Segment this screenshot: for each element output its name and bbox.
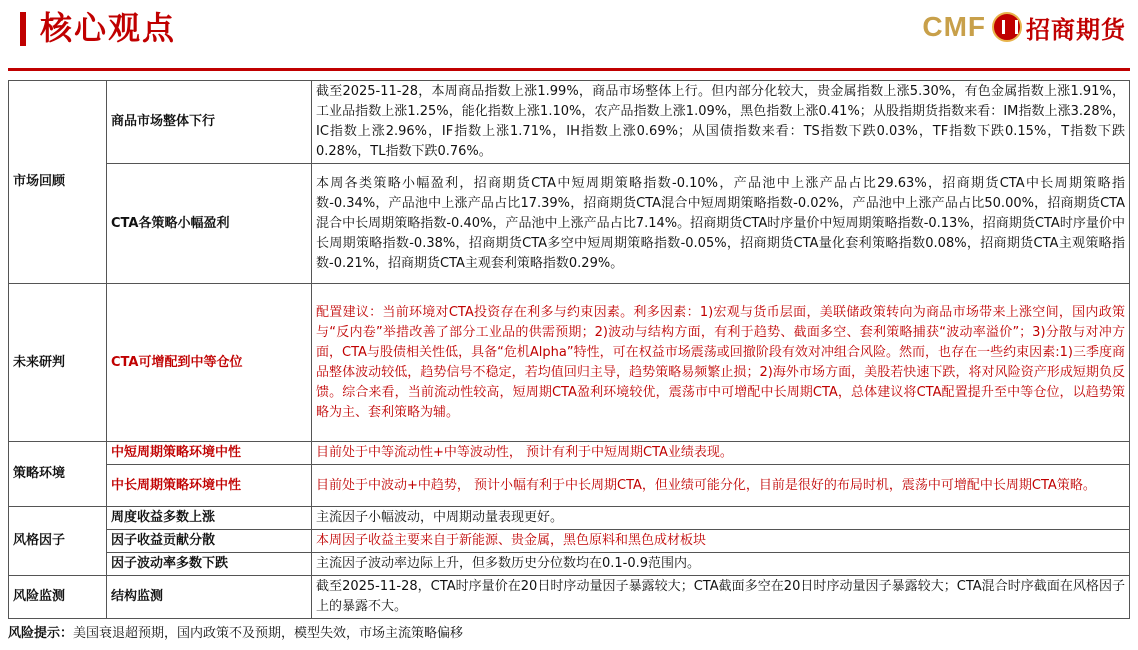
subtitle-long-cycle: 中长周期策略环境中性 (107, 465, 312, 507)
text-commodity: 截至2025-11-28，本周商品指数上涨1.99%，商品市场整体上行。但内部分化较大，贵金属指数上涨5.30%，有色金属指数上涨1.91%，工业品指数上涨1.25%，能化指数上涨1.10%，农产品指数上涨1.09%，黑色指数上涨0.41%；从股指期货指数来看：IM指数上涨3.28%，IC指数上涨2.96%，IF指数上涨1.71%，IH指数上涨0.69%；从国债指数来看：TS指数下跌0.03%，TF指数下跌0.15%，T指数下跌0.28%，TL指数下跌0.76%。 (312, 81, 1130, 164)
table-row (9, 465, 1130, 507)
subtitle-commodity: 商品市场整体下行 (107, 81, 312, 164)
subtitle-structure-monitor: 结构监测 (107, 576, 312, 619)
text-weekly-returns: 主流因子小幅波动，中周期动量表现更好。 (312, 507, 1130, 530)
logo-seal-icon (992, 12, 1022, 42)
category-risk-monitor: 风险监测 (9, 576, 107, 619)
subtitle-weekly-returns: 周度收益多数上涨 (107, 507, 312, 530)
subtitle-return-contribution: 因子收益贡献分散 (107, 530, 312, 553)
table-row (9, 530, 1130, 553)
category-strategy-env: 策略环境 (9, 442, 107, 507)
table-row (9, 576, 1130, 619)
table-row (9, 553, 1130, 576)
text-outlook: 配置建议：当前环境对CTA投资存在利多与约束因素。利多因素：1)宏观与货币层面，美联储政策转向为商品市场带来上涨空间，国内政策与“反内卷”举措改善了部分工业品的供需预期；2)波动与结构方面，有利于趋势、截面多空、套利策略捕获“波动率溢价”；3)分散与对冲方面，CTA与股债相关性低，具备“危机Alpha”特性，可在权益市场震荡或回撤阶段有效对冲组合风险。然而，也存在一些约束因素:1)三季度商品整体波动较低，趋势信号不稳定，若均值回归主导，趋势策略易频繁止损；2)海外市场方面，美股若快速下跌，将对风险资产形成短期负反馈。综合来看，当前流动性较高，短周期CTA盈利环境较优，震荡市中可增配中长周期CTA，总体建议将CTA配置提升至中等仓位，以趋势策略为主、套利策略为辅。 (312, 284, 1130, 442)
page-header (0, 0, 1138, 66)
subtitle-short-cycle: 中短周期策略环境中性 (107, 442, 312, 465)
logo-chinese-text: 招商期货 (1026, 15, 1126, 44)
table-row (9, 507, 1130, 530)
text-factor-volatility: 主流因子波动率边际上升，但多数历史分位数均在0.1-0.9范围内。 (312, 553, 1130, 576)
category-outlook: 未来研判 (9, 284, 107, 442)
subtitle-outlook: CTA可增配到中等仓位 (107, 284, 312, 442)
text-cta-strategies: 本周各类策略小幅盈利，招商期货CTA中短周期策略指数-0.10%，产品池中上涨产品占比29.63%，招商期货CTA中长周期策略指数-0.34%，产品池中上涨产品占比17.39%，招商期货CTA混合中短周期策略指数-0.02%，产品池中上涨产品占比50.00%，招商期货CTA混合中长周期策略指数-0.40%，产品池中上涨产品占比7.14%。招商期货CTA时序量价中短周期策略指数-0.13%，招商期货CTA时序量价中长周期策略指数-0.38%，招商期货CTA多空中短周期策略指数-0.05%，招商期货CTA量化套利策略指数0.08%，招商期货CTA主观策略指数-0.21%，招商期货CTA主观套利策略指数0.29%。 (312, 164, 1130, 284)
table-row (9, 164, 1130, 284)
text-long-cycle: 目前处于中波动+中趋势， 预计小幅有利于中长周期CTA，但业绩可能分化，目前是很好的布局时机，震荡中可增配中长周期CTA策略。 (312, 465, 1130, 507)
logo-latin-text: CMF (922, 11, 986, 42)
text-structure-monitor: 截至2025-11-28，CTA时序量价在20日时序动量因子暴露较大；CTA截面多空在20日时序动量因子暴露较大；CTA混合时序截面在风格因子上的暴露不大。 (312, 576, 1130, 619)
subtitle-cta-strategies: CTA各策略小幅盈利 (107, 164, 312, 284)
page-title: 核心观点 (40, 9, 177, 47)
text-short-cycle: 目前处于中等流动性+中等波动性， 预计有利于中短周期CTA业绩表现。 (312, 442, 1130, 465)
risk-notice-text: 美国衰退超预期，国内政策不及预期，模型失效，市场主流策略偏移 (73, 626, 464, 641)
header-divider (8, 68, 1130, 71)
table-row (9, 284, 1130, 442)
risk-notice-label: 风险提示： (8, 626, 74, 641)
subtitle-factor-volatility: 因子波动率多数下跌 (107, 553, 312, 576)
category-market-review: 市场回顾 (9, 81, 107, 284)
table-row (9, 81, 1130, 164)
title-accent-bar (20, 12, 26, 46)
cmf-logo (922, 10, 1126, 44)
table-row (9, 442, 1130, 465)
core-views-table (8, 80, 1130, 619)
risk-notice (8, 624, 463, 644)
text-return-contribution: 本周因子收益主要来自于新能源、贵金属，黑色原料和黑色成材板块 (312, 530, 1130, 553)
category-style-factors: 风格因子 (9, 507, 107, 576)
